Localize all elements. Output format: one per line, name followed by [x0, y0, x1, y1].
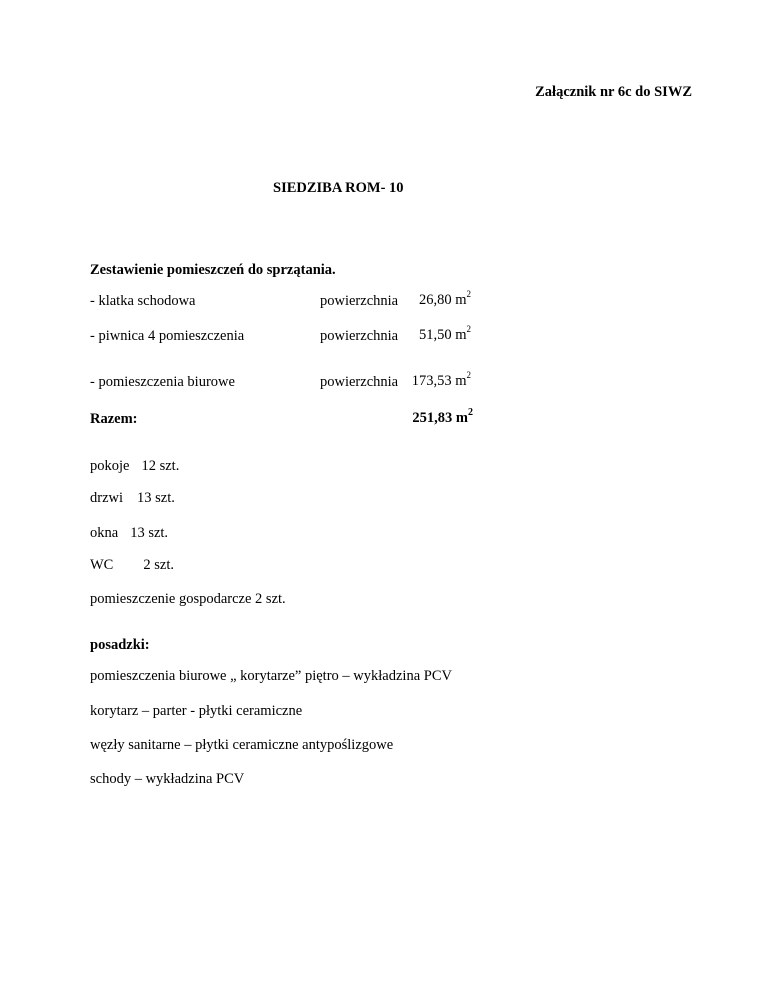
area-label: powierzchnia [320, 374, 399, 390]
area-label: powierzchnia [320, 293, 399, 309]
floor-item: pomieszczenia biurowe „ korytarze” piętro – wykładzina PCV [90, 668, 452, 684]
total-label: Razem: [90, 411, 138, 427]
count-item: pokoje 12 szt. [90, 458, 180, 474]
area-value: 51,50 $m^2$ [418, 324, 471, 343]
document-title: SIEDZIBA ROM- 10 [273, 180, 404, 196]
total-value: 251,83 $m^2$ [412, 407, 473, 426]
floor-item: schody – wykładzina PCV [90, 771, 245, 787]
attachment-header: Załącznik nr 6c do SIWZ [535, 84, 692, 100]
area-value: 26,80 $m^2$ [418, 289, 471, 308]
floor-item: korytarz – parter - płytki ceramiczne [90, 703, 303, 719]
area-value: 173,53 $m^2$ [411, 370, 471, 389]
room-name: - piwnica 4 pomieszczenia [90, 328, 245, 344]
floor-item: węzły sanitarne – płytki ceramiczne antypoślizgowe [90, 737, 394, 753]
count-item: drzwi 13 szt. [90, 490, 175, 506]
count-item: okna 13 szt. [90, 525, 169, 541]
utility-room-line: pomieszczenie gospodarcze 2 szt. [90, 591, 286, 607]
room-name: - klatka schodowa [90, 293, 196, 309]
count-item: WC 2 szt. [90, 557, 174, 573]
floors-heading: posadzki: [90, 637, 150, 653]
area-label: powierzchnia [320, 328, 399, 344]
room-name: - pomieszczenia biurowe [90, 374, 235, 390]
section-heading: Zestawienie pomieszczeń do sprzątania. [90, 262, 336, 278]
